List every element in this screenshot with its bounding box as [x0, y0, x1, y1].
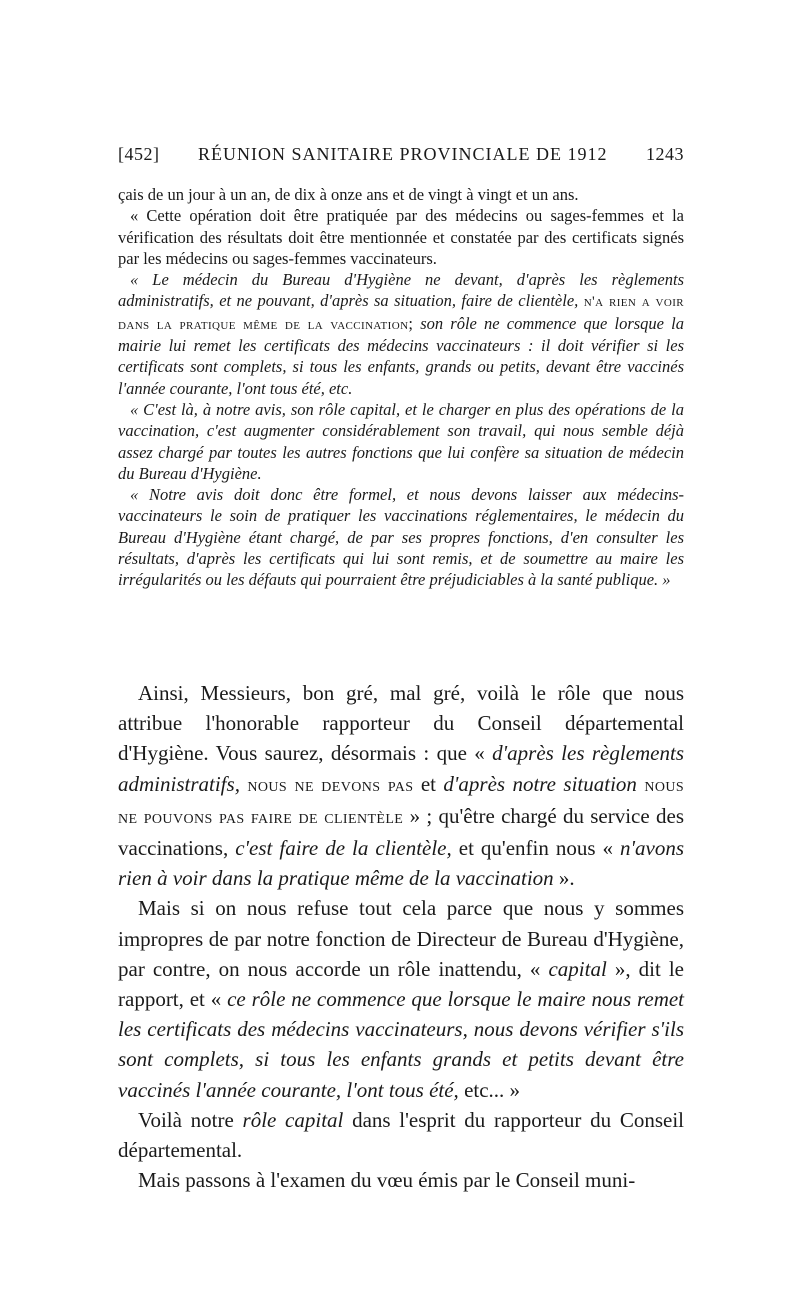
body-p1-d: et [420, 771, 436, 796]
body-p2-a: Mais si on nous refuse tout cela parce que nous y sommes impropres de par notre fonction de Directeur de Bureau d'Hygiène, par contre, on nous accorde un rôle inattendu, « [118, 896, 684, 981]
main-text [118, 678, 684, 1195]
quote-p3-semicolon: ; [408, 313, 414, 333]
quote-paragraph-3 [118, 269, 684, 399]
quote-paragraph-2: « Cette opération doit être pratiquée par des médecins ou sages-femmes et la vérification des résultats doit être mentionnée et constatée par des certificats signés par les médecins ou sages-femmes vaccinateurs. [118, 206, 684, 268]
quote-p3-part-a: « Le médecin du Bureau d'Hygiène ne devant, d'après les règlements administratifs, et ne pouvant, d'après sa situation, faire de clientèle, [118, 270, 684, 311]
quote-paragraph-5: « Notre avis doit donc être formel, et nous devons laisser aux médecins-vaccinateurs le soin de pratiquer les vaccinations réglementaires, le médecin du Bureau d'Hygiène étant chargé, de par ses propres fonctions, d'en consulter les résultats, d'après les certificats qui lui sont remis, et de soumettre au maire les irrégularités ou les défauts qui pourraient être préjudiciables à la santé publique. » [118, 485, 684, 590]
body-p1-e: d'après notre situation [443, 771, 637, 796]
running-header [118, 144, 684, 165]
quote-p3-smallcaps: n'a rien a voir dans la pratique même de la vaccination [118, 293, 685, 333]
quote-p3-part-d: son rôle ne commence que lorsque la mairie lui remet les certificats des médecins vaccinateurs : il doit vérifier si les certificats sont complets, si tous les enfants, grands ou petits, devant être vaccinés l'année courante, l'ont tous été, etc. [118, 313, 685, 398]
quote-paragraph-1: çais de un jour à un an, de dix à onze ans et de vingt à vingt et un ans. [118, 185, 579, 204]
body-p3-a: Voilà notre [138, 1107, 234, 1132]
body-p1-k: ». [558, 866, 575, 891]
body-paragraph-4: Mais passons à l'examen du vœu émis par le Conseil muni- [138, 1168, 636, 1193]
body-p1-a: Ainsi, Messieurs, bon gré, mal gré, voilà le rôle que nous attribue l'honorable rapporteur du Conseil départemental d'Hygiène. Vous saurez, désormais : que « [118, 681, 684, 766]
body-p2-d: ce rôle ne commence que lorsque le maire nous remet les certificats des médecins vaccinateurs, nous devons vérifier s'ils sont complets, si tous les enfants grands et petits devant être vaccinés l'année courante, l'ont tous été, [118, 987, 685, 1102]
body-p1-c: nous ne devons pas [247, 774, 414, 796]
body-paragraph-3 [118, 1105, 684, 1165]
body-p2-c: », dit le rapport, et « [118, 956, 684, 1012]
page-number: 1243 [645, 144, 684, 164]
body-p3-b: rôle capital [242, 1107, 344, 1132]
quoted-report [118, 184, 684, 591]
body-p1-b: d'après les règlements administratifs, [118, 741, 685, 796]
body-p1-g: » ; qu'être chargé du service des vaccinations, [118, 803, 684, 861]
body-p3-c: dans l'esprit du rapporteur du Conseil départemental. [118, 1107, 684, 1163]
page-reference: [452] [118, 144, 160, 164]
body-p1-j: n'avons rien à voir dans la pratique même de la vaccination [118, 836, 685, 891]
body-p1-h: c'est faire de la clientèle, [235, 836, 452, 861]
body-p2-b: capital [548, 956, 607, 981]
body-paragraph-1 [118, 678, 684, 893]
header-title: RÉUNION SANITAIRE PROVINCIALE DE 1912 [197, 144, 608, 164]
body-p2-e: etc... » [464, 1077, 521, 1102]
body-paragraph-2 [118, 893, 684, 1104]
quote-paragraph-4: « C'est là, à notre avis, son rôle capital, et le charger en plus des opérations de la vaccination, c'est augmenter considérablement son travail, qui nous semble déjà assez chargé par toutes les autres fonctions que lui confère sa situation de médecin du Bureau d'Hygiène. [118, 399, 684, 483]
body-p1-f: nous ne pouvons pas faire de clientèle [118, 774, 685, 828]
body-p1-i: et qu'enfin nous « [458, 836, 614, 861]
